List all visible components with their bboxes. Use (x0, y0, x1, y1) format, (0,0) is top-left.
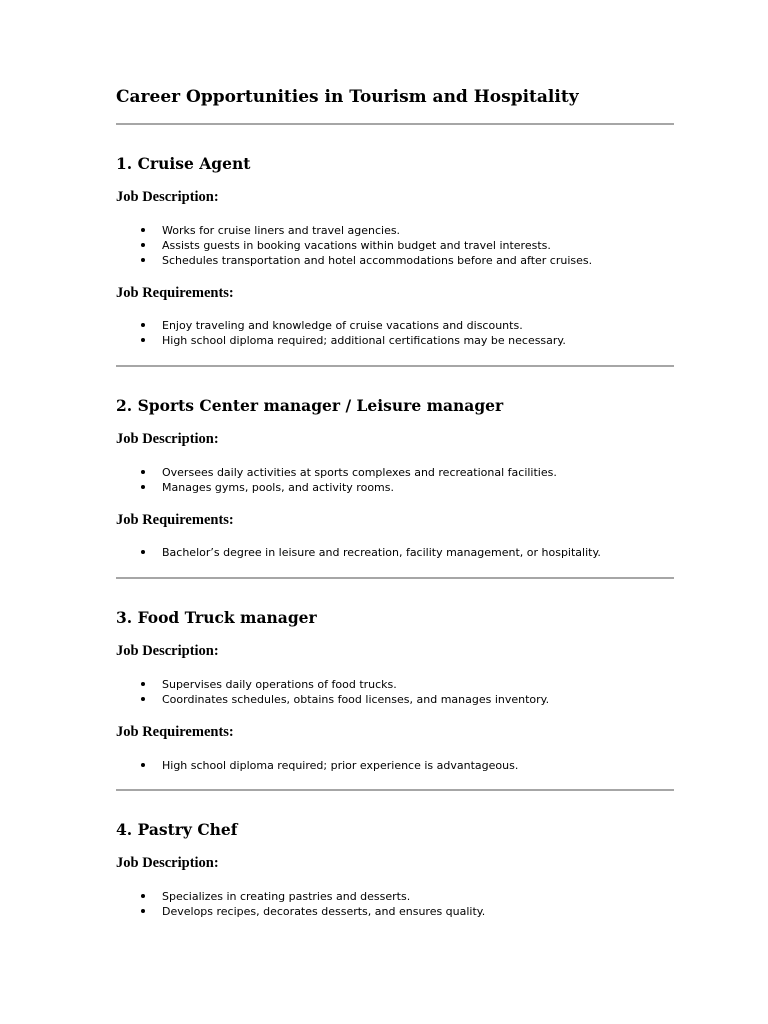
list-item: High school diploma required; additional certifications may be necessary. (116, 333, 566, 348)
bullet-icon (141, 258, 145, 262)
list-item: Bachelor’s degree in leisure and recreation, facility management, or hospitality. (116, 545, 601, 560)
list-item: Manages gyms, pools, and activity rooms. (116, 480, 557, 495)
job-description-list (116, 677, 549, 707)
divider (116, 577, 674, 579)
bullet-icon (141, 470, 145, 474)
list-item: Works for cruise liners and travel agencies. (116, 223, 592, 238)
bullet-icon (141, 894, 145, 898)
document-title: Career Opportunities in Tourism and Hospitality (116, 87, 579, 107)
bullet-icon (141, 323, 145, 327)
list-item: Supervises daily operations of food trucks. (116, 677, 549, 692)
job-description-label: Job Description: (116, 643, 219, 659)
job-requirements-label: Job Requirements: (116, 512, 234, 528)
divider (116, 789, 674, 791)
bullet-icon (141, 909, 145, 913)
bullet-icon (141, 485, 145, 489)
section-heading: 3. Food Truck manager (116, 608, 317, 627)
bullet-icon (141, 682, 145, 686)
job-requirements-label: Job Requirements: (116, 285, 234, 301)
divider (116, 123, 674, 125)
list-item: Coordinates schedules, obtains food licenses, and manages inventory. (116, 692, 549, 707)
job-description-label: Job Description: (116, 189, 219, 205)
list-item: High school diploma required; prior experience is advantageous. (116, 758, 518, 773)
job-requirements-list (116, 758, 518, 773)
list-item: Assists guests in booking vacations within budget and travel interests. (116, 238, 592, 253)
bullet-icon (141, 697, 145, 701)
bullet-icon (141, 338, 145, 342)
job-requirements-list (116, 318, 566, 348)
list-item: Enjoy traveling and knowledge of cruise vacations and discounts. (116, 318, 566, 333)
job-requirements-list (116, 545, 601, 560)
section-heading: 1. Cruise Agent (116, 154, 251, 173)
section-heading: 4. Pastry Chef (116, 820, 238, 839)
list-item: Develops recipes, decorates desserts, and ensures quality. (116, 904, 485, 919)
list-item: Specializes in creating pastries and desserts. (116, 889, 485, 904)
job-description-list (116, 465, 557, 495)
list-item: Oversees daily activities at sports complexes and recreational facilities. (116, 465, 557, 480)
bullet-icon (141, 763, 145, 767)
bullet-icon (141, 550, 145, 554)
job-requirements-label: Job Requirements: (116, 724, 234, 740)
job-description-list (116, 223, 592, 268)
job-description-list (116, 889, 485, 919)
job-description-label: Job Description: (116, 855, 219, 871)
list-item: Schedules transportation and hotel accommodations before and after cruises. (116, 253, 592, 268)
divider (116, 365, 674, 367)
bullet-icon (141, 228, 145, 232)
section-heading: 2. Sports Center manager / Leisure manager (116, 396, 504, 415)
bullet-icon (141, 243, 145, 247)
job-description-label: Job Description: (116, 431, 219, 447)
